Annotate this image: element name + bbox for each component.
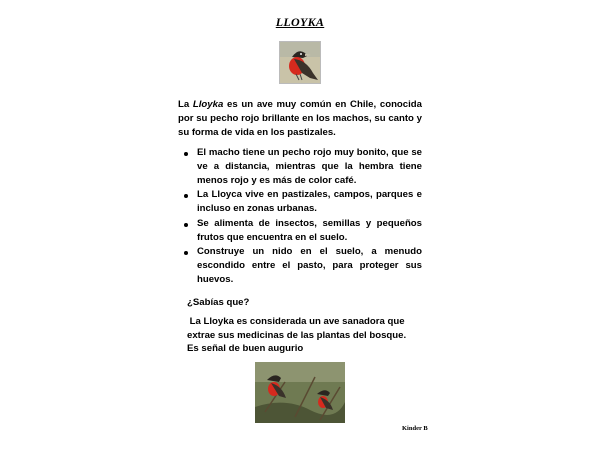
bird-icon: [280, 42, 320, 83]
did-you-know-heading: ¿Sabías que?: [187, 297, 250, 308]
page-title: LLOYKA: [275, 15, 325, 29]
main-text: [178, 98, 422, 288]
list-item: Se alimenta de insectos, semillas y pequeños frutos que encuentra en el suelo.: [184, 217, 422, 245]
bullet-icon: [184, 194, 188, 198]
birds-pair-icon: [255, 362, 345, 423]
list-item: La Lloyca vive en pastizales, campos, parques e incluso en zonas urbanas.: [184, 188, 422, 216]
intro-rest: es un ave muy común en Chile, conocida por su pecho rojo brillante en los machos, su canto y su forma de vida en los pastizales.: [178, 99, 422, 139]
lloyka-bird-photo: [279, 41, 321, 84]
list-item: Construye un nido en el suelo, a menudo escondido entre el pasto, para proteger sus huevos.: [184, 245, 422, 288]
bullet-icon: [184, 251, 188, 255]
intro-bird-name: Lloyka: [192, 99, 224, 110]
list-item: El macho tiene un pecho rojo muy bonito, que se ve a distancia, mientras que la hembra tiene menos rojo y es más de color café.: [184, 146, 422, 189]
facts-list: [178, 146, 422, 288]
intro-paragraph: [178, 98, 422, 141]
bullet-icon: [184, 223, 188, 227]
did-you-know-line-1: La Lloyka es considerada un ave sanadora que extrae sus medicinas de las plantas del bosque.: [187, 316, 408, 341]
did-you-know-text: [187, 315, 427, 356]
lloyka-pair-photo: [255, 362, 345, 423]
did-you-know-line-2: Es señal de buen augurio: [187, 343, 304, 354]
bullet-icon: [184, 152, 188, 156]
footer-label: Kinder B: [402, 425, 428, 432]
intro-prefix: La: [178, 99, 193, 110]
